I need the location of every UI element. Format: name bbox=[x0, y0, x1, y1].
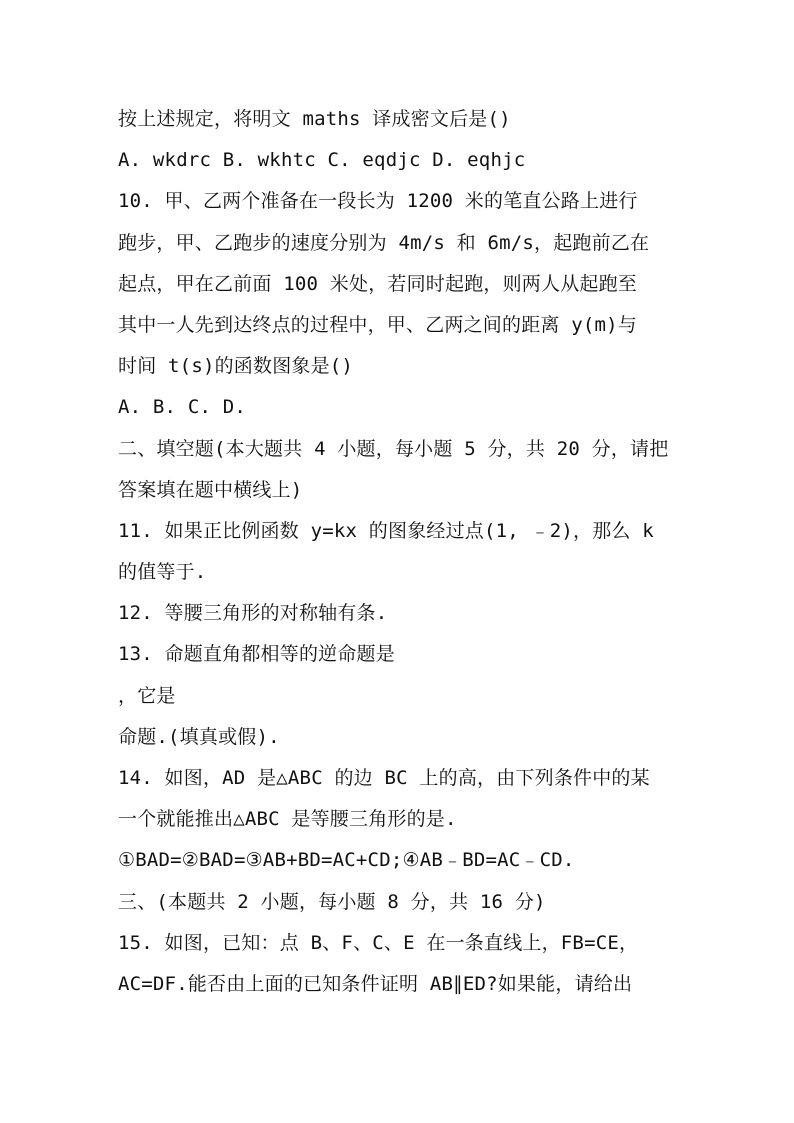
text-line: 时间 t(s)的函数图象是() bbox=[118, 355, 354, 378]
question-13-line: 13. 命题直角都相等的逆命题是 bbox=[118, 643, 395, 666]
text-line: ，它是 bbox=[118, 684, 176, 707]
section-heading: 二、填空题(本大题共 4 小题，每小题 5 分，共 20 分，请把 bbox=[118, 437, 669, 460]
question-11-line: 11. 如果正比例函数 y=kx 的图象经过点(1, ﹣2)，那么 k bbox=[118, 519, 654, 542]
text-line: 其中一人先到达终点的过程中，甲、乙两之间的距离 y(m)与 bbox=[118, 313, 637, 336]
question-14-line: 14. 如图，AD 是△ABC 的边 BC 上的高，由下列条件中的某 bbox=[118, 767, 650, 789]
document-body bbox=[118, 99, 688, 1005]
text-line: 起点，甲在乙前面 100 米处，若同时起跑，则两人从起跑至 bbox=[118, 272, 637, 295]
section-heading: 三、(本题共 2 小题，每小题 8 分，共 16 分) bbox=[118, 890, 546, 913]
text-line: 的值等于. bbox=[118, 561, 207, 584]
text-line: 答案填在题中横线上) bbox=[118, 478, 303, 501]
options-line: A. wkdrc B. wkhtc C. eqdjc D. eqhjc bbox=[118, 149, 526, 172]
text-line: 按上述规定，将明文 maths 译成密文后是() bbox=[118, 108, 511, 130]
text-line: 跑步，甲、乙跑步的速度分别为 4m/s 和 6m/s，起跑前乙在 bbox=[118, 231, 650, 254]
text-line: 一个就能推出△ABC 是等腰三角形的是. bbox=[118, 808, 457, 831]
question-12-line: 12. 等腰三角形的对称轴有条. bbox=[118, 602, 388, 625]
text-line: 命题.(填真或假). bbox=[118, 725, 280, 748]
text-line: ①BAD=②BAD=③AB+BD=AC+CD;④AB﹣BD=AC﹣CD. bbox=[118, 849, 575, 872]
options-line: A. B. C. D. bbox=[118, 396, 247, 419]
question-10-line: 10. 甲、乙两个准备在一段长为 1200 米的笔直公路上进行 bbox=[118, 190, 638, 213]
text-line: AC=DF.能否由上面的已知条件证明 AB∥ED?如果能，请给出 bbox=[118, 972, 633, 995]
question-15-line: 15. 如图，已知：点 B、F、C、E 在一条直线上，FB=CE， bbox=[118, 931, 639, 954]
